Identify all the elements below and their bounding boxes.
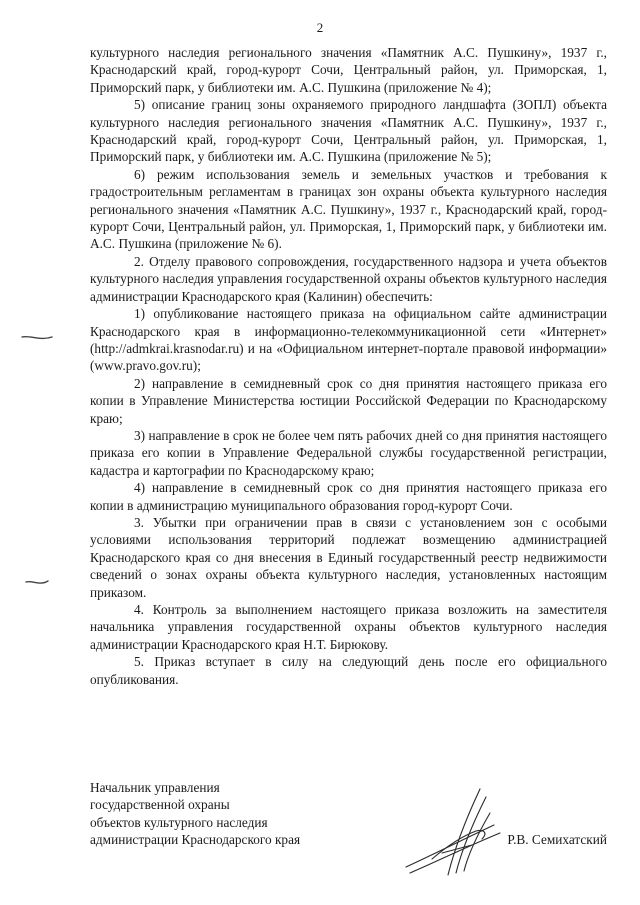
paragraph-section-4: 4. Контроль за выполнением настоящего приказа возложить на заместителя начальника управления государственной охраны объектов культурного наследия администрации Краснодарского края Н.Т. Бирюкову. (90, 602, 607, 652)
signatory-title-line: Начальник управления (90, 780, 220, 795)
signatory-title-line: государственной охраны (90, 797, 230, 813)
signatory-title-line: объектов культурного наследия (90, 814, 268, 830)
paragraph-item-5: 5) описание границ зоны охраняемого природного ландшафта (ЗОПЛ) объекта культурного наследия регионального значения «Памятник А.С. Пушкину», 1937 г., Краснодарский край, город-курорт Сочи, Центральный район, ул. Приморская, 1, Приморский парк, у библиотеки им. А.С. Пушкина (приложение № 5); (90, 97, 607, 165)
signatory-title-line: администрации Краснодарского края (90, 832, 301, 848)
paragraph-continuation: культурного наследия регионального значения «Памятник А.С. Пушкину», 1937 г., Краснодарский край, город-курорт Сочи, Центральный район, ул. Приморская, 1, Приморский парк, у библиотеки им. А.С. Пушкина (приложение № 4); (90, 45, 607, 95)
signature-block (90, 779, 607, 889)
paragraph-section-5: 5. Приказ вступает в силу на следующий день после его официального опубликования. (90, 654, 607, 687)
paragraph-subitem-2: 2) направление в семидневный срок со дня принятия настоящего приказа его копии в Управление Министерства юстиции Российской Федерации по Краснодарскому краю; (90, 375, 607, 426)
page-number: 2 (316, 20, 324, 35)
signatory-title (90, 779, 300, 849)
paragraph-subitem-4: 4) направление в семидневный срок со дня принятия настоящего приказа его копии в администрацию муниципального образования город-курорт Сочи. (90, 480, 607, 513)
signatory-name: Р.В. Семихатский (507, 832, 607, 847)
margin-mark (20, 333, 54, 343)
paragraph-subitem-3: 3) направление в срок не более чем пять рабочих дней со дня принятия настоящего приказа его копии в Управление Федеральной службы государственной регистрации, кадастра и картографии по Краснодарскому краю; (90, 427, 607, 478)
paragraph-item-6: 6) режим использования земель и земельных участков и требования к градостроительным регламентам в границах зон охраны объекта культурного наследия регионального значения «Памятник А.С. Пушкину», 1937 г., Краснодарский край, город-курорт Сочи, Центральный район, ул. Приморская, 1, Приморский парк, у библиотеки им. А.С. Пушкина (приложение № 6). (90, 166, 607, 252)
paragraph-section-3: 3. Убытки при ограничении прав в связи с установлением зон с особыми условиями использования территорий подлежат возмещению администрацией Краснодарского края со дня внесения в Единый государственный реестр недвижимости сведений о зонах охраны объекта культурного наследия, установленных настоящим приказом. (90, 514, 607, 600)
paragraph-subitem-1: 1) опубликование настоящего приказа на официальном сайте администрации Краснодарского края в информационно-телекоммуникационной сети «Интернет» (http://admkrai.krasnodar.ru) и на «Официальном интернет-портале правовой информации» (www.pravo.gov.ru); (90, 306, 607, 374)
paragraph-section-2: 2. Отделу правового сопровождения, государственного надзора и учета объектов культурного наследия управления государственной охраны объектов культурного наследия администрации Краснодарского края (Калинин) обеспечить: (90, 253, 607, 304)
handwritten-signature (402, 775, 512, 885)
document-body (90, 44, 607, 688)
margin-mark (24, 578, 50, 588)
